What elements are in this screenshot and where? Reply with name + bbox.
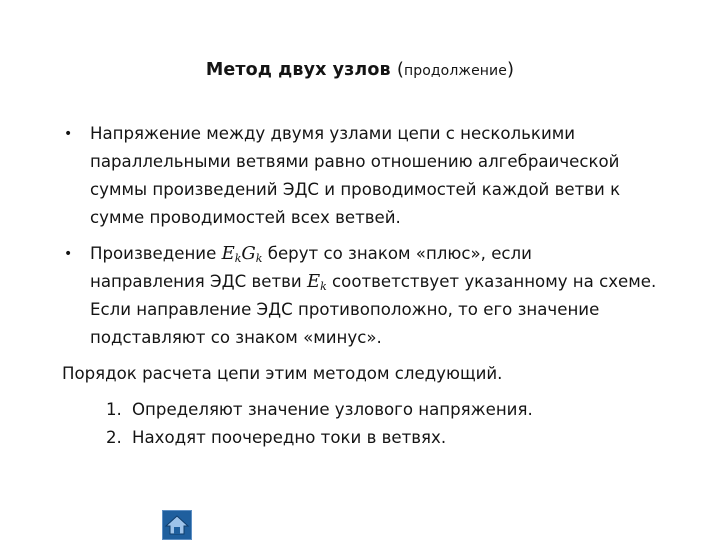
title-paren-open: (	[396, 59, 404, 80]
bullet-line: сумме проводимостей всех ветвей.	[90, 208, 401, 227]
math-subscript: k	[320, 280, 327, 293]
math-emf	[307, 271, 327, 292]
bullet-marker: •	[64, 126, 73, 142]
title-main: Метод двух узлов	[205, 60, 391, 80]
steps-list	[106, 396, 533, 452]
math-subscript: k	[234, 252, 242, 265]
text-fragment: соответствует указанному на схеме.	[326, 272, 657, 291]
math-product	[222, 243, 263, 264]
bullet-line: подставляют со знаком «минус».	[90, 328, 382, 347]
bullet-line: суммы произведений ЭДС и проводимостей каждой ветви к	[90, 180, 621, 199]
list-text: Определяют значение узлового напряжения.	[132, 400, 533, 419]
home-button[interactable]	[162, 510, 192, 540]
math-symbol: E	[221, 243, 235, 264]
procedure-intro: Порядок расчета цепи этим методом следующий.	[62, 364, 503, 383]
bullet-line: параллельными ветвями равно отношению алгебраической	[90, 152, 620, 171]
list-number: 2.	[106, 428, 122, 447]
text-fragment: берут со знаком «плюс», если	[262, 244, 532, 263]
bullet-marker: •	[64, 246, 73, 262]
slide-title	[0, 59, 720, 80]
list-number: 1.	[106, 400, 122, 419]
list-text: Находят поочередно токи в ветвях.	[132, 428, 447, 447]
math-symbol: G	[241, 243, 256, 264]
math-symbol: E	[306, 271, 321, 292]
bullet-line	[90, 240, 700, 268]
list-item	[106, 424, 533, 452]
math-subscript: k	[255, 252, 263, 265]
text-fragment: направления ЭДС ветви	[90, 272, 307, 291]
bullet-text	[90, 240, 700, 352]
bullet-line	[90, 268, 700, 296]
bullet-line: Напряжение между двумя узлами цепи с несколькими	[90, 124, 576, 143]
title-paren-close: )	[506, 59, 515, 80]
bullet-item-1	[64, 120, 694, 232]
text-fragment: Произведение	[90, 244, 222, 263]
title-subtitle: продолжение	[403, 63, 507, 79]
bullet-item-2	[64, 240, 694, 352]
bullet-line: Если направление ЭДС противоположно, то его значение	[90, 300, 600, 319]
home-icon	[163, 511, 191, 539]
list-item	[106, 396, 533, 424]
bullet-text	[90, 120, 700, 232]
